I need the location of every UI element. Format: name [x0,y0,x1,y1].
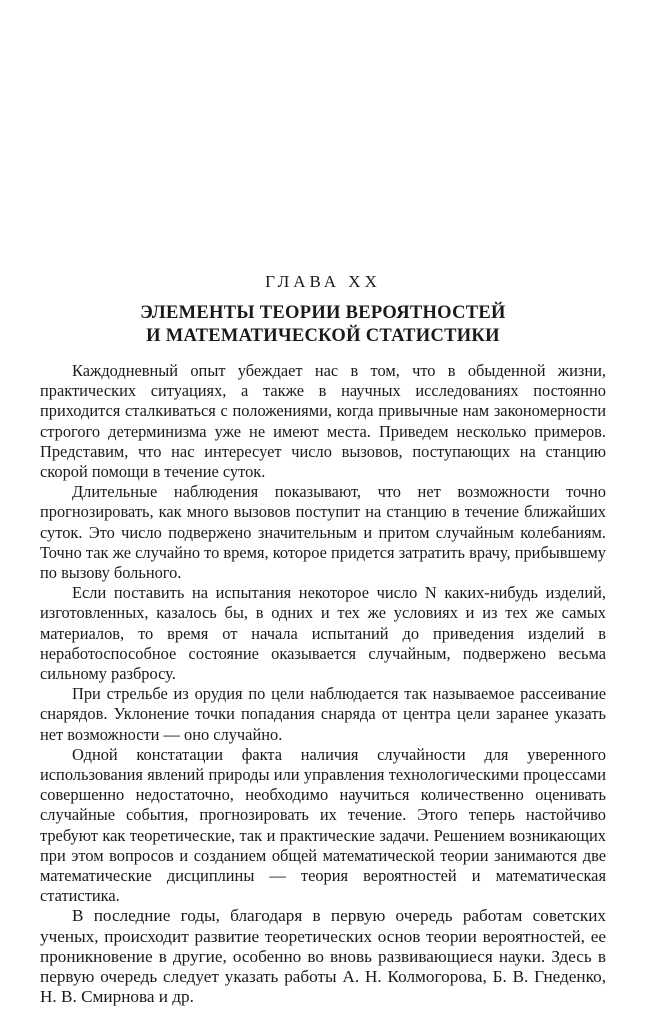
paragraph-2: Длительные наблюдения показывают, что нет возможности точно прогнозировать, как много вызовов поступит на станцию в течение ближайших суток. Это число подвержено значительным и притом случайным колебаниям. Точно так же случайно то время, которое придется затратить врачу, прибывшему по вызову больного. [40,482,606,583]
paragraph-4: При стрельбе из орудия по цели наблюдается так называемое рассеивание снарядов. Уклонение точки попадания снаряда от центра цели заранее указать нет возможности — оно случайно. [40,684,606,744]
chapter-label: ГЛАВА XX [265,272,381,291]
chapter-title-line-2: И МАТЕМАТИЧЕСКОЙ СТАТИСТИКИ [146,326,500,346]
chapter-body [40,361,606,1008]
chapter-title-line-1: ЭЛЕМЕНТЫ ТЕОРИИ ВЕРОЯТНОСТЕЙ [140,303,506,323]
paragraph-1: Каждодневный опыт убеждает нас в том, что в обыденной жизни, практических ситуациях, а также в научных исследованиях постоянно приходится сталкиваться с положениями, когда привычные нам закономерности строгого детерминизма уже не имеют места. Приведем несколько примеров. Представим, что нас интересует число вызовов, поступающих на станцию скорой помощи в течение суток. [40,361,606,482]
chapter-title [40,302,606,348]
paragraph-6: В последние годы, благодаря в первую очередь работам советских ученых, происходит развитие теоретических основ теории вероятностей, ее проникновение в другие, особенно во вновь развивающиеся науки. Здесь в первую очередь следует указать работы А. Н. Колмогорова, Б. В. Гнеденко, Н. В. Смирнова и др. [40,906,606,1007]
book-page [40,0,606,1019]
paragraph-3: Если поставить на испытания некоторое число N каких-нибудь изделий, изготовленных, казалось бы, в одних и тех же условиях и из тех же самых материалов, то время от начала испытаний до приведения изделий в неработоспособное состояние оказывается случайным, подвержено весьма сильному разбросу. [40,583,606,684]
paragraph-5: Одной констатации факта наличия случайности для уверенного использования явлений природы или управления технологическими процессами совершенно недостаточно, необходимо научиться количественно оценивать случайные события, прогнозировать их течение. Этого теперь настойчиво требуют как теоретические, так и практические задачи. Решением возникающих при этом вопросов и созданием общей математической теории занимаются две математические дисциплины — теория вероятностей и математическая статистика. [40,744,606,906]
